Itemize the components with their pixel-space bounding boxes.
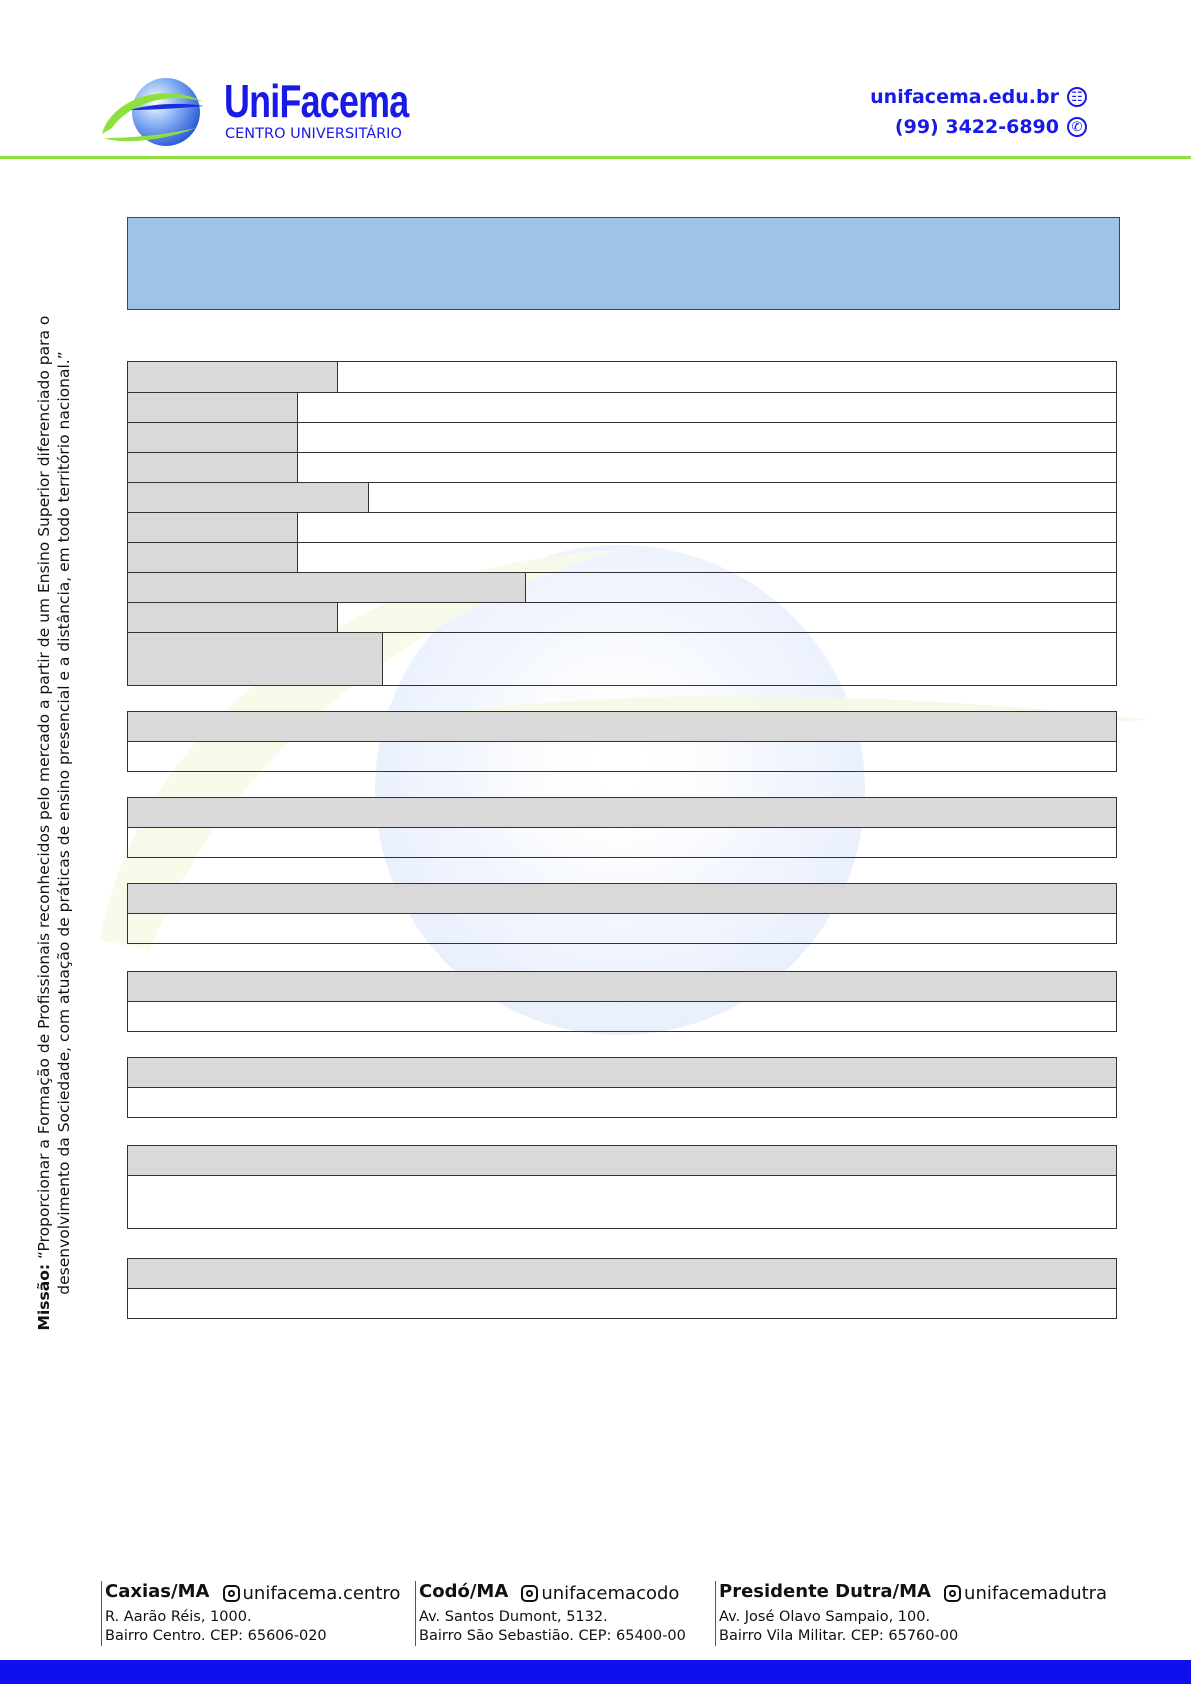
footer-bar [0, 1660, 1191, 1684]
form-section [127, 1057, 1117, 1118]
logo-subtitle: CENTRO UNIVERSITÁRIO [225, 126, 402, 142]
section-field[interactable] [128, 828, 1116, 857]
form-label-cell [128, 453, 298, 482]
section-field[interactable] [128, 1088, 1116, 1117]
form-section [127, 971, 1117, 1032]
form-value-field[interactable] [298, 543, 1116, 572]
section-header [128, 1146, 1116, 1176]
section-field[interactable] [128, 1289, 1116, 1318]
form-section [127, 1258, 1117, 1319]
form-label-cell [128, 423, 298, 452]
form-section [127, 797, 1117, 858]
instagram-handle[interactable]: unifacema.centro [242, 1583, 401, 1604]
logo-name: UniFacema [224, 75, 409, 127]
form-row [128, 602, 1116, 632]
form-value-field[interactable] [298, 453, 1116, 482]
form-label-cell [128, 483, 369, 512]
website-text[interactable]: unifacema.edu.br [870, 86, 1059, 108]
form-label-cell [128, 573, 526, 602]
document-title-box [127, 217, 1120, 310]
form-value-field[interactable] [298, 423, 1116, 452]
mission-statement [34, 288, 74, 1358]
section-field[interactable] [128, 1002, 1116, 1031]
form-value-field[interactable] [338, 603, 1116, 632]
form-label-cell [128, 603, 338, 632]
phone-contact[interactable] [895, 116, 1087, 138]
instagram-handle[interactable]: unifacemadutra [964, 1583, 1108, 1604]
mission-text: “Proporcionar a Formação de Profissionais reconhecidos pelo mercado a partir de um Ensino Superior diferenciado para o desenvolvimento da Sociedade, com atuação de práticas de ensino presencial e a distância, em todo território nacional.” [35, 315, 73, 1295]
form-value-field[interactable] [383, 633, 1116, 685]
instagram-icon [521, 1585, 538, 1602]
section-header [128, 1058, 1116, 1088]
form-label-cell [128, 393, 298, 422]
mission-label: Missão: [35, 1263, 53, 1331]
section-header [128, 884, 1116, 914]
form-row [128, 452, 1116, 482]
section-header [128, 798, 1116, 828]
form-row [128, 482, 1116, 512]
section-field[interactable] [128, 1176, 1116, 1228]
form-label-cell [128, 513, 298, 542]
form-value-field[interactable] [298, 513, 1116, 542]
footer-campus-dutra [715, 1581, 1107, 1646]
section-field[interactable] [128, 742, 1116, 771]
form-row [128, 542, 1116, 572]
form-value-field[interactable] [369, 483, 1116, 512]
form-label-cell [128, 362, 338, 392]
campus-instagram[interactable] [223, 1583, 401, 1604]
campus-address-line2: Bairro Vila Militar. CEP: 65760-00 [719, 1628, 959, 1644]
form-value-field[interactable] [338, 362, 1116, 392]
form-row [128, 362, 1116, 392]
form-row [128, 512, 1116, 542]
form-label-cell [128, 633, 383, 685]
form-section [127, 883, 1117, 944]
whatsapp-icon: ✆ [1067, 117, 1087, 137]
form-section [127, 1145, 1117, 1229]
footer-campus-codo [415, 1581, 686, 1646]
campus-city: Codó/MA [419, 1581, 509, 1602]
campus-address-line1: Av. Santos Dumont, 5132. [419, 1609, 608, 1625]
campus-address-line1: Av. José Olavo Sampaio, 100. [719, 1609, 931, 1625]
footer-campus-caxias [101, 1581, 400, 1646]
campus-instagram[interactable] [521, 1583, 679, 1604]
form-value-field[interactable] [526, 573, 1116, 602]
globe-icon: ☷ [1067, 87, 1087, 107]
section-header [128, 712, 1116, 742]
campus-city: Caxias/MA [105, 1581, 210, 1602]
website-contact[interactable] [870, 86, 1087, 108]
campus-city: Presidente Dutra/MA [719, 1581, 931, 1602]
form-label-cell [128, 543, 298, 572]
header-divider [0, 156, 1191, 159]
instagram-icon [944, 1585, 961, 1602]
campus-address-line2: Bairro São Sebastião. CEP: 65400-00 [419, 1628, 686, 1644]
info-form-table [127, 361, 1117, 686]
form-row [128, 632, 1116, 685]
section-header [128, 1259, 1116, 1289]
phone-text[interactable]: (99) 3422-6890 [894, 116, 1059, 138]
form-section [127, 711, 1117, 772]
instagram-icon [223, 1585, 240, 1602]
form-row [128, 392, 1116, 422]
form-row [128, 422, 1116, 452]
campus-instagram[interactable] [944, 1583, 1107, 1604]
campus-address-line2: Bairro Centro. CEP: 65606-020 [105, 1628, 327, 1644]
instagram-handle[interactable]: unifacemacodo [541, 1583, 680, 1604]
section-header [128, 972, 1116, 1002]
section-field[interactable] [128, 914, 1116, 943]
form-value-field[interactable] [298, 393, 1116, 422]
campus-address-line1: R. Aarão Réis, 1000. [105, 1609, 252, 1625]
form-row [128, 572, 1116, 602]
